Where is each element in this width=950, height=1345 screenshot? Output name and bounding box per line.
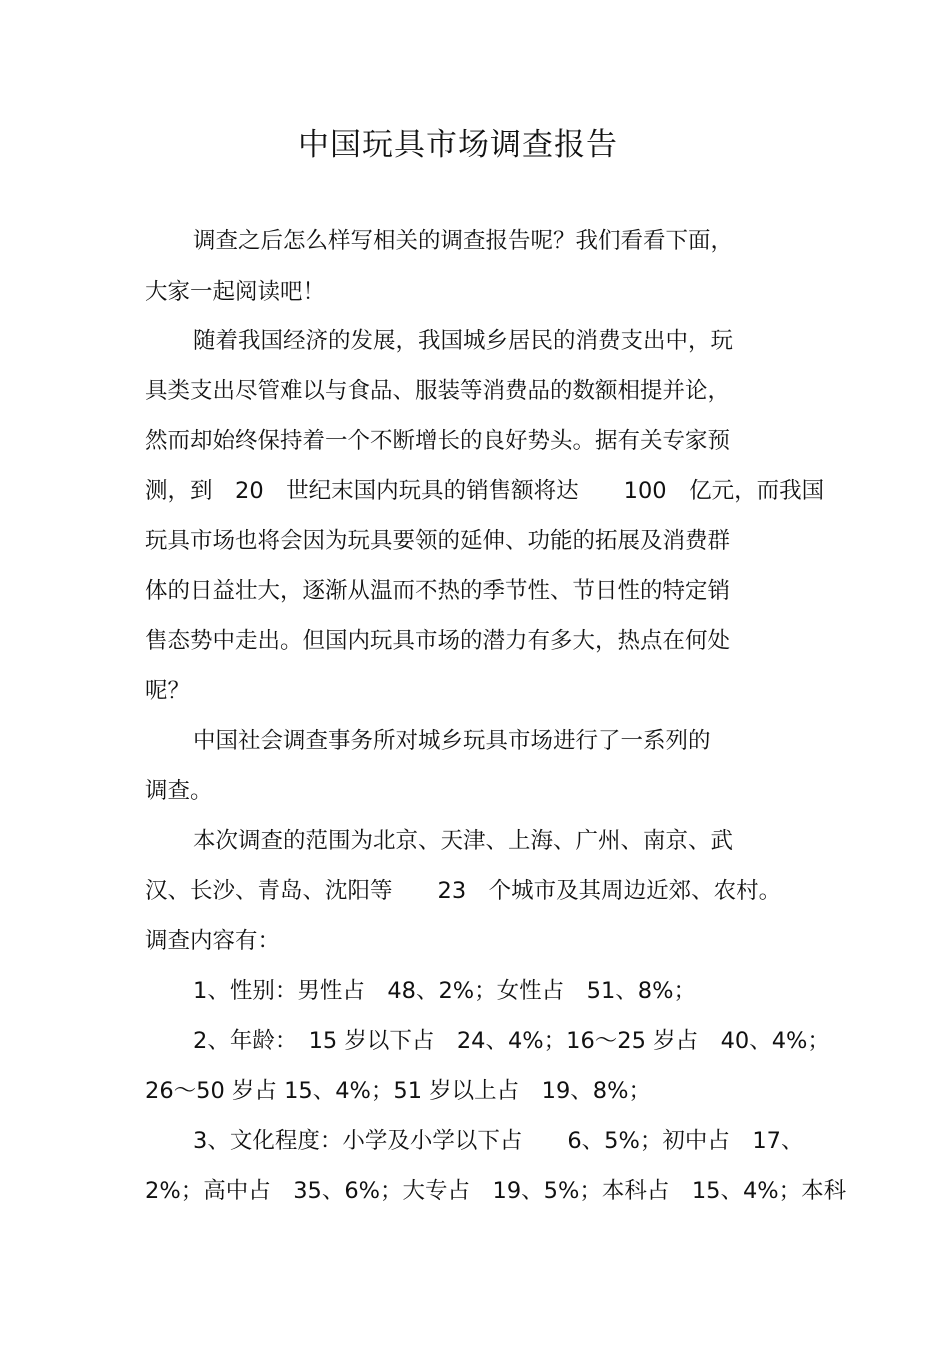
paragraph-line: 随着我国经济的发展，我国城乡居民的消费支出中，玩 [193,328,734,354]
paragraph-line: 汉、长沙、青岛、沈阳等 23 个城市及其周边近郊、农村。 [145,878,782,904]
list-item-continuation: 26～50 岁占 15、4%；51 岁以上占 19、8%； [145,1078,651,1104]
list-item-continuation: 2%；高中占 35、6%；大专占 19、5%；本科占 15、4%；本科 [145,1178,847,1204]
paragraph-line: 调查内容有： [145,928,281,954]
paragraph-line: 大家一起阅读吧！ [145,279,326,305]
paragraph-line: 售态势中走出。但国内玩具市场的潜力有多大，热点在何处 [145,628,731,654]
paragraph-line: 调查之后怎么样写相关的调查报告呢？我们看看下面， [193,228,734,254]
document-title: 中国玩具市场调查报告 [298,127,618,163]
paragraph-line: 然而却始终保持着一个不断增长的良好势头。据有关专家预 [145,428,731,454]
paragraph-line: 测，到 20 世纪末国内玩具的销售额将达 100 亿元，而我国 [145,478,825,504]
list-item: 1、性别：男性占 48、2%；女性占 51、8%； [193,978,696,1004]
paragraph-line: 体的日益壮大，逐渐从温而不热的季节性、节日性的特定销 [145,578,731,604]
paragraph-line: 中国社会调查事务所对城乡玩具市场进行了一系列的 [193,728,711,754]
list-item: 2、年龄： 15 岁以下占 24、4%；16～25 岁占 40、4%； [193,1028,830,1054]
list-item: 3、文化程度：小学及小学以下占 6、5%；初中占 17、 [193,1128,804,1154]
paragraph-line: 玩具市场也将会因为玩具要领的延伸、功能的拓展及消费群 [145,528,731,554]
paragraph-line: 调查。 [145,778,213,804]
paragraph-line: 本次调查的范围为北京、天津、上海、广州、南京、武 [193,828,734,854]
paragraph-line: 具类支出尽管难以与食品、服装等消费品的数额相提并论， [145,378,731,404]
paragraph-line: 呢？ [145,678,191,704]
